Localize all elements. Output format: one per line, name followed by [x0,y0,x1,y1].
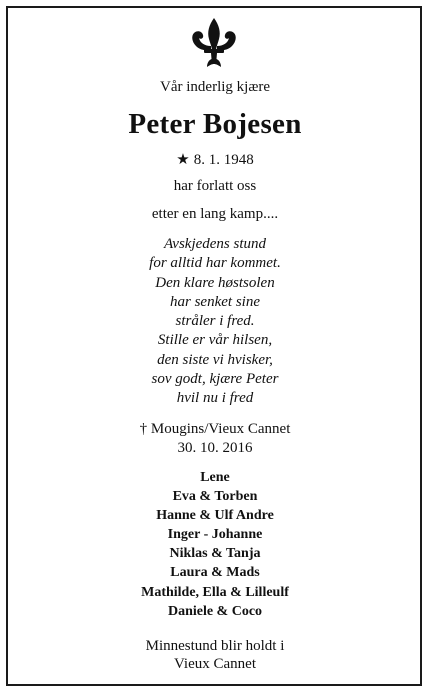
family-member: Eva & Torben [172,489,258,505]
family-member: Hanne & Ulf Andre [156,508,274,524]
death-place: † Mougins/Vieux Cannet [139,421,291,437]
struggle-line: etter en lang kamp.... [151,206,279,222]
deceased-name: Peter Bojesen [128,108,302,140]
poem-line: Den klare høstsolen [155,274,275,291]
poem-line: Avskjedens stund [163,236,267,252]
death-info [0,420,430,458]
family-member: Laura & Mads [170,565,260,581]
death-date: 30. 10. 2016 [177,440,253,456]
passed-away-line: har forlatt oss [173,178,257,194]
memorial-info [0,637,430,673]
poem-line: Stille er vår hilsen, [157,332,273,349]
birth-date: 8. 1. 1948 [193,152,254,168]
memorial-line: Minnestund blir holdt i [145,638,285,654]
memorial-line: Vieux Cannet [174,656,256,672]
poem-line: sov godt, kjære Peter [151,371,279,388]
family-member: Lene [200,470,230,485]
poem-line: for alltid har kommet. [149,255,281,272]
birth-line [0,150,430,169]
star-icon: ★ [176,150,190,168]
family-member: Daniele & Coco [167,603,263,619]
family-member: Inger - Johanne [167,527,263,543]
poem [0,235,430,409]
poem-line: stråler i fred. [175,313,255,330]
poem-line: den siste vi hvisker, [157,351,273,368]
intro-line: Vår inderlig kjære [160,79,270,95]
family-list [0,468,430,621]
family-member: Niklas & Tanja [169,546,261,562]
poem-line: hvil nu i fred [176,390,254,407]
poem-line: har senket sine [170,293,260,310]
family-member: Mathilde, Ella & Lilleulf [141,584,289,600]
fleur-de-lis-icon [190,17,238,71]
